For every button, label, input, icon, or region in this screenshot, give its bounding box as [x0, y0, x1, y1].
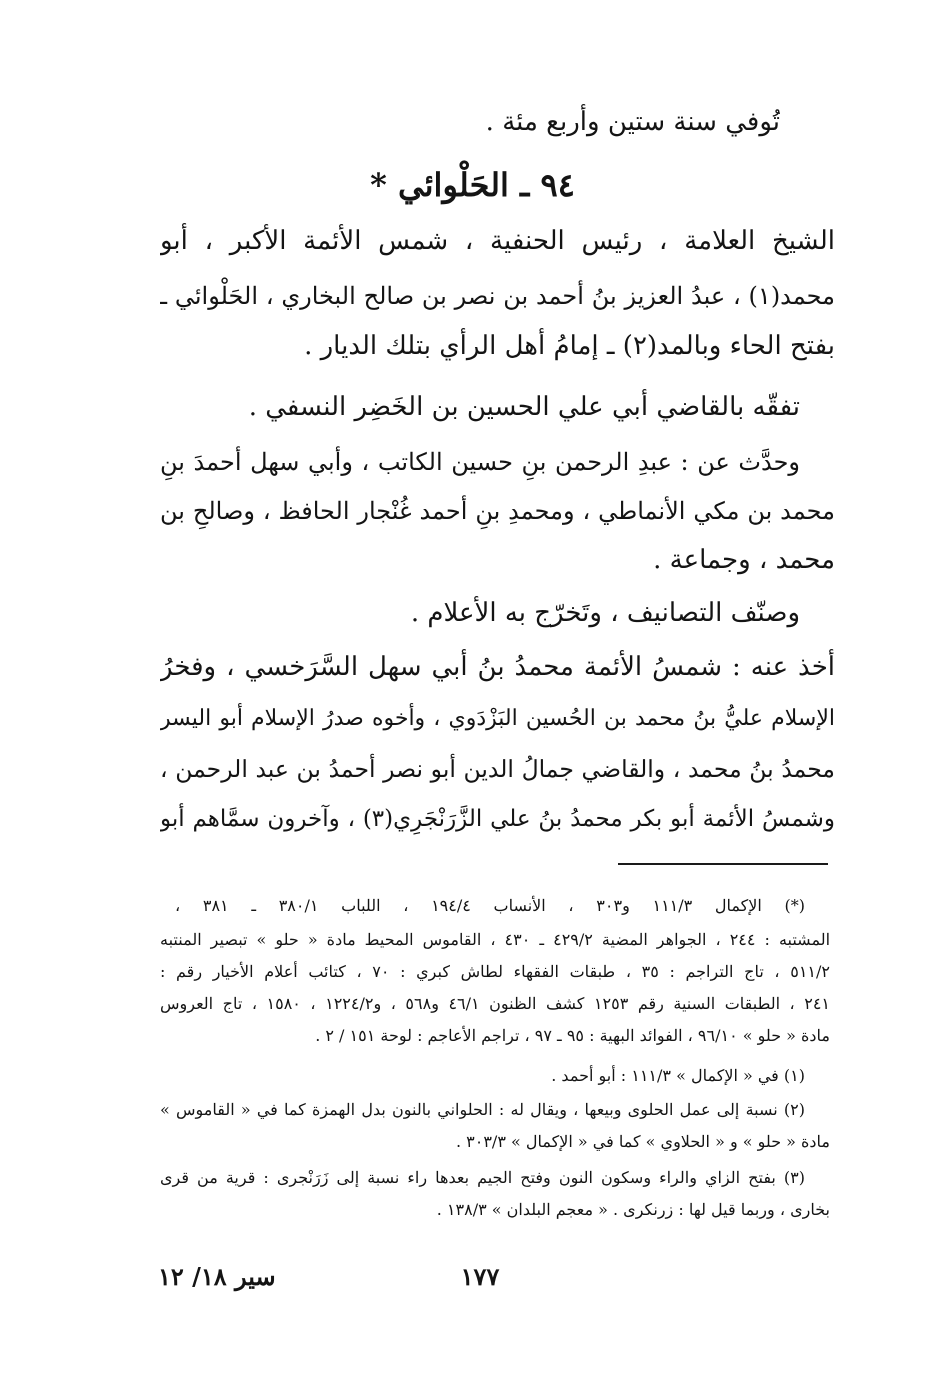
paragraph-3-line-1: وحدَّث عن : عبدِ الرحمن بنِ حسين الكاتب ، وأبي سهل أحمدَ بنِ [160, 448, 800, 476]
intro-line [300, 103, 780, 143]
footnote-1: (١) في « الإكمال » ١١١/٣ : أبو أحمد . [551, 1066, 805, 1085]
footnote-3-line-1: (٣) بفتح الزاي والراء وسكون النون وفتح الجيم بعدها راء نسبة إلى زَرَنْجرى : قرية من قرى [160, 1168, 805, 1187]
footnote-sources-line-5: مادة « حلو » ٩٦/١٠ ، الفوائد البهية : ٩٥ ـ ٩٧ ، تراجم الأعاجم : لوحة ١٥١ / ٢ . [315, 1026, 830, 1045]
footnote-sources-line-1: (*) الإكمال ١١١/٣ و٣٠٣ ، الأنساب ١٩٤/٤ ، اللباب ٣٨٠/١ ـ ٣٨١ ، [175, 896, 805, 915]
entry-heading: ٩٤ ـ الحَلْوائي * [370, 166, 575, 204]
footnote-separator [618, 863, 828, 865]
paragraph-1-line-1: الشيخ العلامة ، رئيس الحنفية ، شمس الأئمة الأكبر ، أبو [160, 226, 835, 256]
footnote-sources-line-4: ٢٤١ ، الطبقات السنية رقم ١٢٥٣ كشف الظنون ٤٦/١ و٥٦٨ ، و١٢٢٤/٢ ، ١٥٨٠ ، تاج العروس [160, 994, 830, 1013]
footnote-2-line-2: مادة « حلو » و « الحلاوي » كما في « الإكمال » ٣٠٣/٣ . [455, 1132, 830, 1151]
page-number: ١٧٧ [460, 1262, 500, 1291]
paragraph-5-line-3: محمدُ بنُ محمد ، والقاضي جمالُ الدين أبو نصر أحمدُ بن عبد الرحمن ، [160, 755, 835, 783]
intro-line-text: تُوفي سنة ستين وأربع مئة . [485, 107, 780, 137]
footnote-sources-line-3: ٥١١/٢ ، تاج التراجم : ٣٥ ، طبقات الفقهاء لطاش كبري : ٧٠ ، كتائب أعلام الأخيار رقم : [160, 962, 830, 981]
footnote-2-line-1: (٢) نسبة إلى عمل الحلوى وبيعها ، ويقال له : الحلواني بالنون بدل الهمزة كما في « القاموس » [160, 1100, 805, 1119]
footnote-sources-line-2: المشتبه : ٢٤٤ ، الجواهر المضية ٤٢٩/٢ ـ ٤٣٠ ، القاموس المحيط مادة « حلو » تبصير المنتبه [160, 930, 830, 949]
paragraph-1-line-2: محمد(١) ، عبدُ العزيز بنُ أحمد بن نصر بن صالح البخاري ، الحَلْوائي ـ [160, 282, 835, 310]
paragraph-1-line-3: بفتح الحاء وبالمد(٢) ـ إمامُ أهل الرأي بتلك الديار . [304, 331, 835, 361]
paragraph-3-line-3: محمد ، وجماعة . [653, 545, 835, 575]
paragraph-5-line-4: وشمسُ الأئمة أبو بكر محمدُ بنُ علي الزَّرَنْجَرِي(٣) ، وآخرون سمَّاهم أبو [160, 806, 835, 832]
paragraph-2-line-1: تفقّه بالقاضي أبي علي الحسين بن الخَضِر النسفي . [248, 392, 800, 422]
paragraph-5-line-1: أخذ عنه : شمسُ الأئمة محمدُ بنُ أبي سهل السَّرَخسي ، وفخرُ [160, 652, 835, 682]
footnote-3-line-2: بخارى ، وربما قيل لها : زرنكرى . « معجم البلدان » ١٣٨/٣ . [436, 1200, 830, 1219]
paragraph-3-line-2: محمد بن مكي الأنماطي ، ومحمدِ بنِ أحمد غُنْجار الحافظ ، وصالحِ بن [160, 497, 835, 525]
paragraph-4-line-1: وصنّف التصانيف ، وتَخرّج به الأعلام . [410, 598, 800, 628]
paragraph-5-line-2: الإسلام عليُّ بنُ محمد بن الحُسين البَزْدَوي ، وأخوه صدرُ الإسلام أبو اليسر [160, 706, 835, 731]
volume-label: سير ١٨/ ١٢ [158, 1262, 276, 1291]
